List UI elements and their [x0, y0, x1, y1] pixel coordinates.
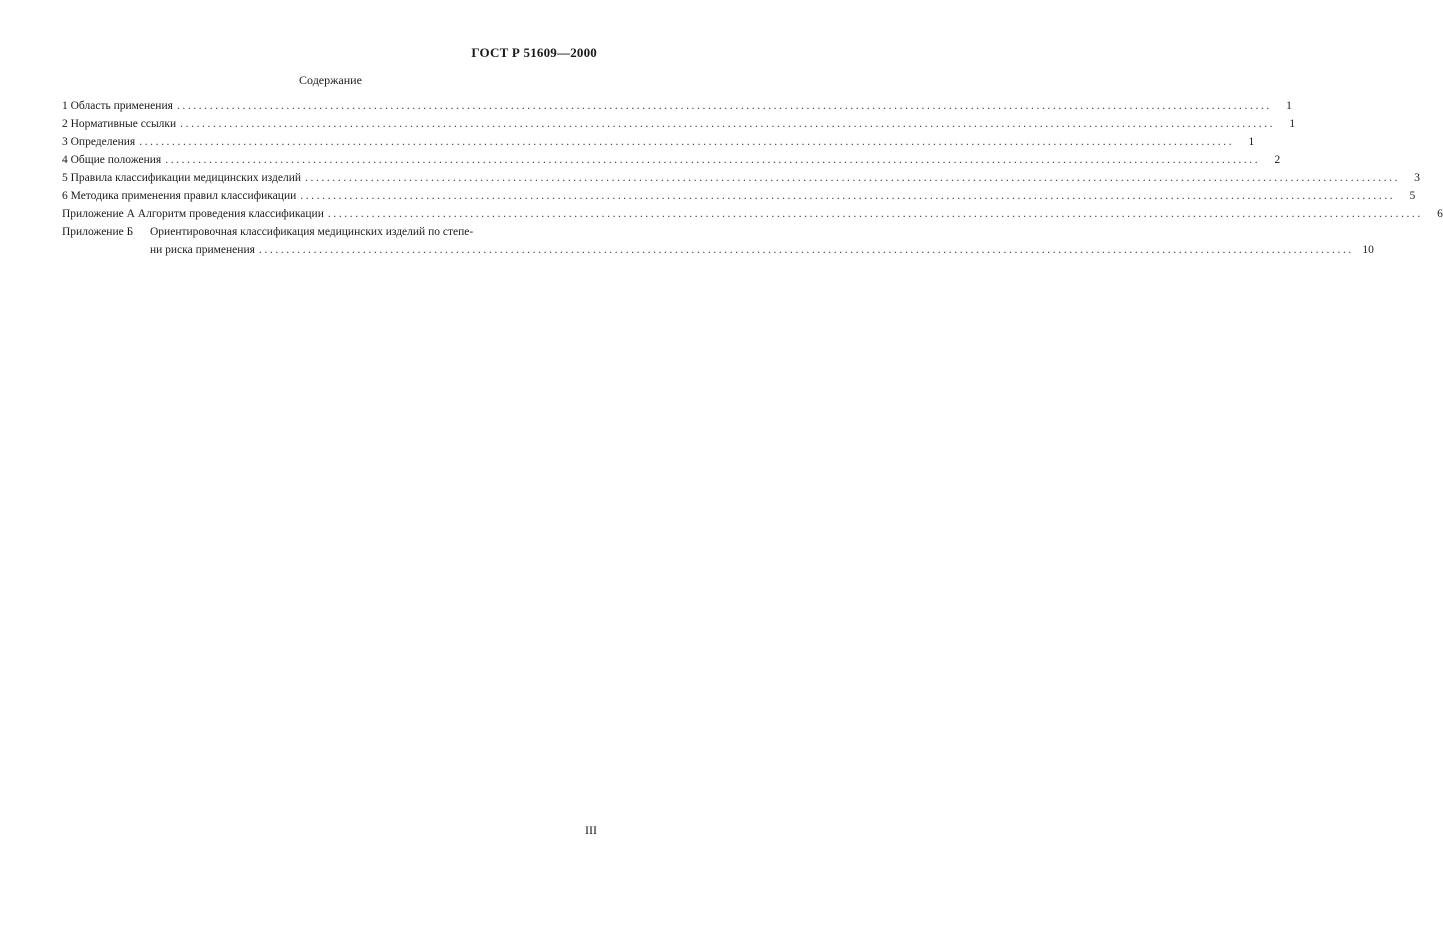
toc-entry[interactable] — [62, 169, 1421, 187]
table-of-contents — [62, 97, 1443, 259]
toc-entry-text: 2 Нормативные ссылки — [62, 118, 177, 130]
toc-entry[interactable] — [62, 187, 1416, 205]
toc-entry-text: Приложение А Алгоритм проведения классификации — [62, 208, 324, 220]
toc-entry[interactable] — [62, 97, 1292, 115]
toc-entry[interactable] — [62, 151, 1281, 169]
appendix-b-line2: ни риска применения — [150, 244, 255, 256]
toc-entry-page: 2 — [1274, 154, 1281, 166]
toc-entry[interactable] — [62, 133, 1255, 151]
appendix-b-body — [150, 223, 1374, 259]
toc-entry-page: 6 — [1437, 208, 1443, 220]
toc-entry[interactable] — [62, 205, 1443, 223]
toc-entry-text: 1 Область применения — [62, 100, 173, 112]
toc-entry[interactable] — [62, 115, 1296, 133]
toc-entry-page: 1 — [1289, 118, 1296, 130]
toc-entry-page: 1 — [1248, 136, 1255, 148]
toc-entry-text: 3 Определения — [62, 136, 136, 148]
document-code: ГОСТ Р 51609—2000 — [471, 45, 597, 60]
toc-leader-dots: ........................................................................................................................................................................................................ — [300, 190, 1396, 202]
toc-entry-page: 3 — [1414, 172, 1421, 184]
appendix-b-line2-row — [150, 241, 1374, 259]
toc-entry-text: 5 Правила классификации медицинских изделий — [62, 172, 302, 184]
toc-entry-page: 10 — [1362, 244, 1374, 256]
toc-leader-dots: ........................................................................................................................................................................................................ — [165, 154, 1261, 166]
toc-leader-dots: ........................................................................................................................................................................................................ — [258, 244, 1354, 256]
toc-leader-dots: ........................................................................................................................................................................................................ — [180, 118, 1276, 130]
toc-leader-dots: ........................................................................................................................................................................................................ — [327, 208, 1423, 220]
toc-entry-appendix-b[interactable] — [62, 223, 1374, 259]
toc-leader-dots: ........................................................................................................................................................................................................ — [305, 172, 1401, 184]
toc-entry-text: 4 Общие положения — [62, 154, 162, 166]
toc-entry-page: 5 — [1409, 190, 1416, 202]
toc-leader-dots: ........................................................................................................................................................................................................ — [139, 136, 1235, 148]
toc-title: Содержание — [299, 73, 362, 87]
toc-leader-dots: ........................................................................................................................................................................................................ — [176, 100, 1272, 112]
appendix-b-line1: Ориентировочная классификация медицинских изделий по степе- — [150, 226, 474, 238]
toc-entry-text: 6 Методика применения правил классификации — [62, 190, 297, 202]
toc-entry-page: 1 — [1286, 100, 1292, 112]
appendix-b-prefix: Приложение Б — [62, 226, 134, 238]
page-number: III — [585, 823, 597, 837]
